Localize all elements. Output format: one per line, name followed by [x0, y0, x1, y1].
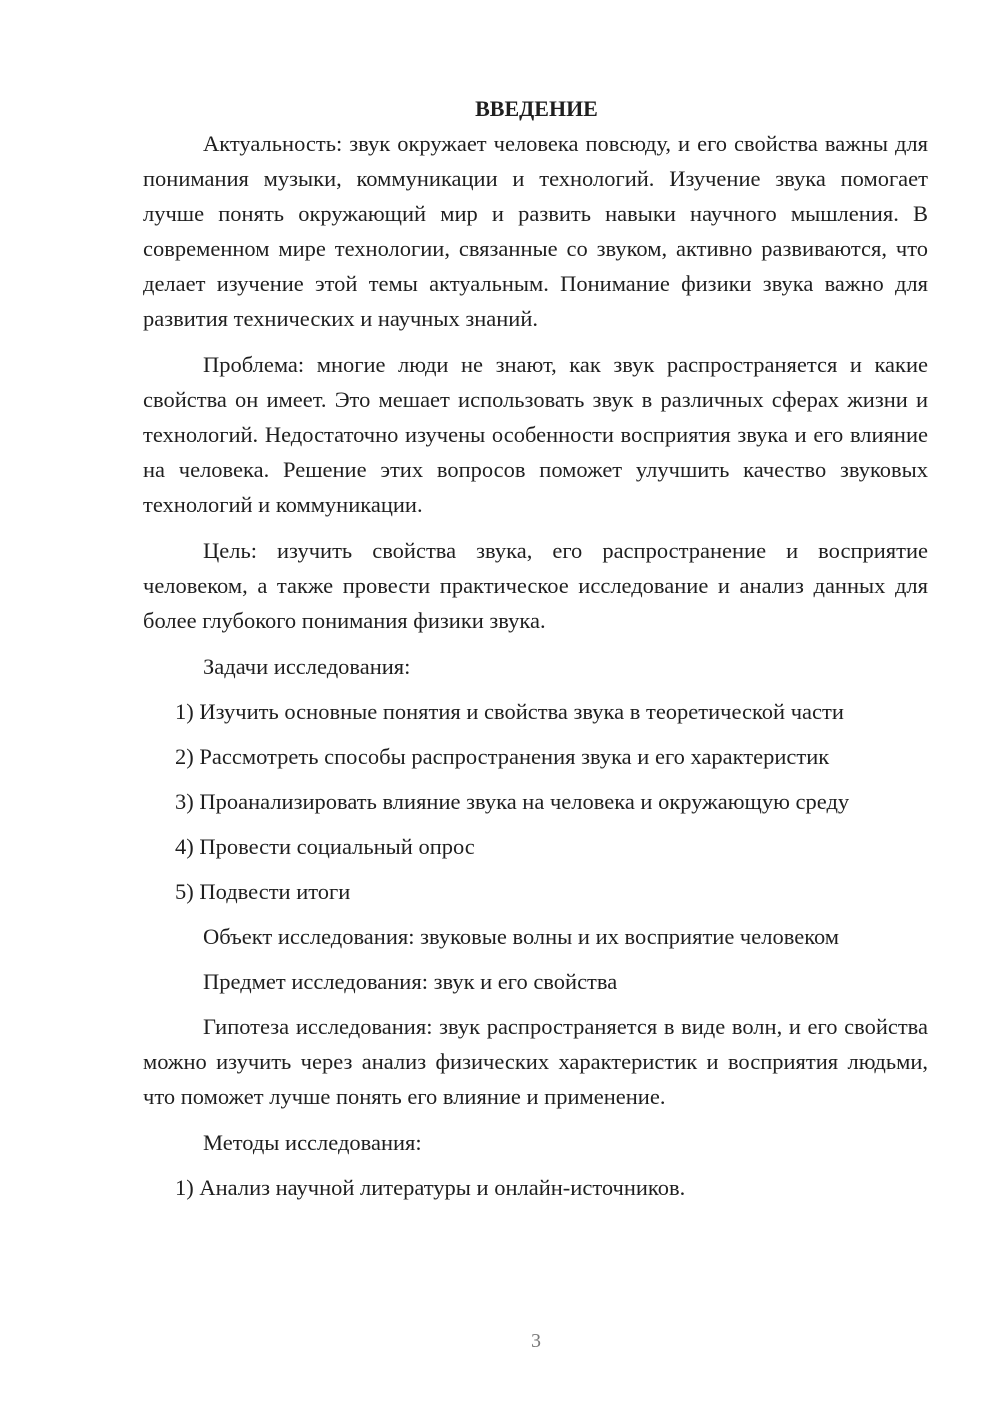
- list-item: 1) Анализ научной литературы и онлайн-источников.: [175, 1175, 686, 1200]
- hypothesis-paragraph: Гипотеза исследования: звук распространяется в виде волн, и его свойства можно изучить через анализ физических характеристик и восприятия людьми, что поможет лучше понять его влияние и применение.: [143, 1014, 928, 1109]
- list-item: 5) Подвести итоги: [175, 879, 351, 904]
- subject-paragraph: Предмет исследования: звук и его свойства: [203, 969, 618, 994]
- list-item: 4) Провести социальный опрос: [175, 834, 475, 859]
- relevance-paragraph: Актуальность: звук окружает человека повсюду, и его свойства важны для понимания музыки, коммуникации и технологий. Изучение звука помогает лучше понять окружающий мир и развить навыки научного мышления. В современном мире технологии, связанные со звуком, активно развиваются, что делает изучение этой темы актуальным. Понимание физики звука важно для развития технических и научных знаний.: [143, 131, 928, 331]
- tasks-heading: Задачи исследования:: [203, 654, 411, 679]
- list-item: 1) Изучить основные понятия и свойства звука в теоретической части: [175, 699, 844, 724]
- page-content: [143, 94, 928, 1215]
- methods-list: [143, 1170, 928, 1205]
- page-title: ВВЕДЕНИЕ: [475, 96, 598, 121]
- methods-heading: Методы исследования:: [203, 1130, 422, 1155]
- problem-paragraph: Проблема: многие люди не знают, как звук распространяется и какие свойства он имеет. Это мешает использовать звук в различных сферах жизни и технологий. Недостаточно изучены особенности восприятия звука и его влияние на человека. Решение этих вопросов поможет улучшить качество звуковых технологий и коммуникации.: [143, 352, 928, 517]
- list-item: 2) Рассмотреть способы распространения звука и его характеристик: [175, 744, 830, 769]
- object-paragraph: Объект исследования: звуковые волны и их восприятие человеком: [203, 924, 840, 949]
- goal-paragraph: Цель: изучить свойства звука, его распространение и восприятие человеком, а также провести практическое исследование и анализ данных для более глубокого понимания физики звука.: [143, 538, 928, 633]
- tasks-list: [143, 694, 928, 909]
- list-item: 3) Проанализировать влияние звука на человека и окружающую среду: [175, 789, 850, 814]
- page-number: 3: [531, 1330, 541, 1352]
